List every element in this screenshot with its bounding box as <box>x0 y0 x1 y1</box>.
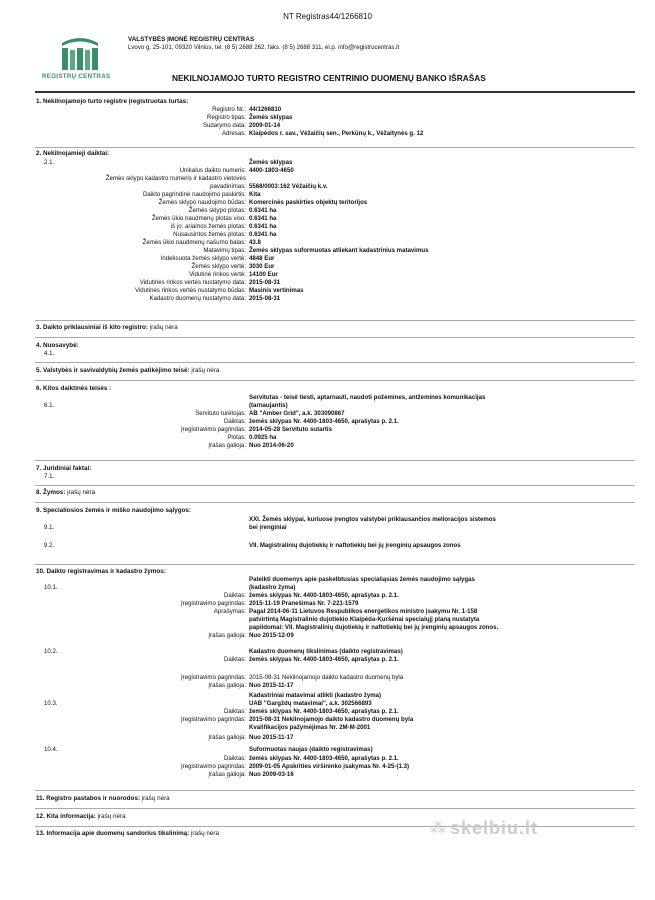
field-label: Įrašas galioja: <box>208 442 246 449</box>
field-label: Plotas: <box>227 434 246 441</box>
document-reference: NT Registras44/1266810 <box>283 12 372 21</box>
field-value: Nuo 2015-11-17 <box>249 734 294 741</box>
field-value-cont: Kvalifikacijos pažymėjimas Nr. 2M-M-2001 <box>249 724 371 731</box>
field-value: Kita <box>249 191 261 198</box>
header-divider <box>35 91 635 93</box>
section-divider <box>35 380 635 381</box>
entry-title: Pateikti duomenys apie paskelbtusias specialiąsias žemės naudojimo sąlygas <box>249 576 475 583</box>
section-divider <box>35 460 635 461</box>
field-label: Įrašas galioja: <box>208 734 246 741</box>
field-value: 2015-11-19 Pranešimas Nr. 7-221-1579 <box>249 600 359 607</box>
condition-text: VII. Magistralinių dujotiekių ir naftotiekių bei jų įrenginių apsaugos zonos <box>249 542 461 549</box>
field-value: Pagal 2014-06-11 Lietuvos Respublikos energetikos ministro įsakymu Nr. 1-158 <box>249 608 478 615</box>
section-divider <box>35 826 635 827</box>
item-number: 10.4. <box>44 746 58 753</box>
section-13-heading: 13. Informacija apie duomenų sandorius tikslinimą: įrašų nėra <box>36 830 220 837</box>
field-value: Masinis vertinimas <box>249 287 304 294</box>
field-label: Unikalus daikto numeris: <box>179 167 246 174</box>
field-value: 0.0925 ha <box>249 434 277 441</box>
field-value: 2015-08-31 <box>249 295 281 302</box>
field-label: Įregistravimo pagrindas: <box>180 763 246 770</box>
field-label: Registro Nr.: <box>212 106 246 113</box>
section-10-heading: 10. Daikto registravimas ir kadastro žymos: <box>36 568 166 575</box>
section-divider <box>35 485 635 486</box>
field-label: Įrašas galioja: <box>208 632 246 639</box>
field-label: Įregistravimo pagrindas: <box>180 426 246 433</box>
field-label: Daiktas: <box>223 592 246 599</box>
entry-title: Suformuotas naujas (daikto registravimas) <box>249 746 373 753</box>
no-records-note: įrašų nėra <box>141 795 170 802</box>
field-label: Įregistravimo pagrindas: <box>180 716 246 723</box>
condition-text-cont: bei įrenginiai <box>249 524 287 531</box>
field-value: Nuo 2015-11-17 <box>249 682 294 689</box>
document-title: NEKILNOJAMOJO TURTO REGISTRO CENTRINIO DUOMENŲ BANKO IŠRAŠAS <box>172 73 486 83</box>
section-2-heading: 2. Nekilnojamieji daiktai: <box>36 150 110 157</box>
no-records-note: įrašų nėra <box>97 813 126 820</box>
item-title: Servitutas - teisė tiesti, aptarnauti, naudoti požemines, antžemines komunikacijas <box>249 394 486 401</box>
section-1-heading: 1. Nekilnojamojo turto registre įregistruotas turtas: <box>36 98 189 105</box>
field-value: 4400-1803-4650 <box>249 167 294 174</box>
field-value: 0.6341 ha <box>249 231 277 238</box>
section-divider <box>35 790 635 791</box>
field-value: žemės sklypas Nr. 4400-1803-4650, aprašytas p. 2.1. <box>249 708 399 715</box>
section-divider <box>35 808 635 809</box>
item-number: 9.1. <box>44 524 55 531</box>
no-records-note: įrašų nėra <box>191 367 220 374</box>
field-label: Sudarymo data: <box>202 122 246 129</box>
field-value: 2014-05-28 Servituto sutartis <box>249 426 332 433</box>
item-number: 7.1. <box>44 473 55 480</box>
section-divider <box>35 362 635 363</box>
field-value: 2009-01-14 <box>249 122 281 129</box>
item-number: 10.2. <box>44 648 58 655</box>
entry-title-cont: UAB "Gargždų matavimai", a.k. 302566893 <box>249 700 372 707</box>
field-label: Registro tipas: <box>207 114 246 121</box>
section-12-heading: 12. Kita informacija: įrašų nėra <box>36 813 126 820</box>
watermark: skelbiu.lt <box>450 818 539 838</box>
field-value: žemės sklypas Nr. 4400-1803-4650, aprašytas p. 2.1. <box>249 755 399 762</box>
entry-title: Kadastro duomenų tikslinimas (daikto registravimas) <box>249 648 403 655</box>
field-value: 2015-08-31 Nekilnojamojo daikto kadastro duomenų byla <box>249 674 404 681</box>
section-divider <box>35 337 635 338</box>
logo-text: REGISTRŲ CENTRAS <box>42 73 111 80</box>
field-label: iš jo: ariamos žemės plotas: <box>170 223 246 230</box>
field-value: 2015-08-31 <box>249 279 281 286</box>
item-number: 4.1. <box>44 350 55 357</box>
item-number: 9.2. <box>44 542 55 549</box>
field-value-cont: patvirtintą Magistralinio dujotiekio Klaipėda-Kuršėnai specialųjį planą nustatyta <box>249 616 480 623</box>
item-number: 6.1. <box>44 402 55 409</box>
section-6-heading: 6. Kitos daiktinės teisės : <box>36 385 112 392</box>
field-label: Adresas: <box>221 130 246 137</box>
field-value: AB "Amber Grid", a.k. 303090867 <box>249 410 345 417</box>
field-value: Komercinės paskirties objektų teritorijos <box>249 199 368 206</box>
field-value: 3030 Eur <box>249 263 275 270</box>
field-value: žemės sklypas Nr. 4400-1803-4650, aprašytas p. 2.1. <box>249 592 399 599</box>
section-7-heading: 7. Juridiniai faktai: <box>36 465 92 472</box>
field-label: Žemės sklypo plotas: <box>188 207 246 214</box>
section-divider <box>35 147 635 148</box>
field-label: Daiktas: <box>223 656 246 663</box>
field-value: žemės sklypas Nr. 4400-1803-4650, aprašytas p. 2.1. <box>249 656 399 663</box>
watermark-logo-icon: ⁂ <box>430 820 446 837</box>
item-number: 2.1. <box>44 159 55 166</box>
field-value: 2009-01-05 Apskrities viršininko įsakymas Nr. 4-25-(1.3) <box>249 763 409 770</box>
field-value: 44/1266810 <box>249 106 282 113</box>
field-label: Daiktas: <box>223 418 246 425</box>
field-label: Įrašas galioja: <box>208 771 246 778</box>
section-divider <box>35 564 635 565</box>
field-value-cont: papildomai: VII. Magistralinių dujotiekių ir naftotiekių bei jų įrenginių apsaugos zonos. <box>249 624 499 631</box>
field-label: pavadinimas: <box>210 183 246 190</box>
field-label: Žemės sklypo kadastro numeris ir kadastro vietovės <box>105 175 246 182</box>
section-divider <box>35 320 635 321</box>
item-title-cont: (tarnaujantis) <box>249 402 288 409</box>
field-value: 14100 Eur <box>249 271 278 278</box>
field-label: Žemės ūkio naudmenų plotas viso: <box>151 215 246 222</box>
item-title: Žemės sklypas <box>249 159 293 166</box>
section-4-heading: 4. Nuosavybė: <box>36 342 79 349</box>
field-label: Vidutinė rinkos vertė: <box>189 271 246 278</box>
field-value: žemės sklypas Nr. 4400-1803-4650, aprašytas p. 2.1. <box>249 418 399 425</box>
condition-text: XXI. Žemės sklypai, kuriuose įrengtos valstybei priklausančios melioracijos sistemos <box>249 516 496 523</box>
field-label: Vidutinės rinkos vertės nustatymo būdas: <box>135 287 246 294</box>
field-value: Nuo 2015-12-09 <box>249 632 294 639</box>
field-label: Kadastro duomenų nustatymo data: <box>149 295 246 302</box>
field-label: Daikto pagrindinė naudojimo paskirtis: <box>143 191 246 198</box>
no-records-note: įrašų nėra <box>67 489 96 496</box>
section-3-heading: 3. Daikto priklausiniai iš kito registro: įrašų nėra <box>36 324 178 331</box>
organization-name: VALSTYBĖS ĮMONĖ REGISTRŲ CENTRAS <box>128 36 255 43</box>
field-value: 43.8 <box>249 239 261 246</box>
field-value: 0.6341 ha <box>249 207 277 214</box>
field-value: Klaipėdos r. sav., Vėžaičių sen., Perkūnų k., Vėžaitynės g. 12 <box>249 130 424 137</box>
section-9-heading: 9. Specialiosios žemės ir miško naudojimo sąlygos: <box>36 507 192 514</box>
entry-title-cont: (kadastro žyma) <box>249 584 296 591</box>
section-5-heading: 5. Valstybės ir savivaldybių žemės patikėjimo teisė: įrašų nėra <box>36 367 220 374</box>
field-value: Nuo 2009-03-16 <box>249 771 294 778</box>
field-label: Matavimų tipas: <box>203 247 246 254</box>
organization-address: Lvovo g. 25-101, 09320 Vilnius, tel. (8 5) 2688 262, faks. (8 5) 2688 311, el.p. info@registrucentras.lt <box>128 44 400 51</box>
field-label: Daiktas: <box>223 708 246 715</box>
field-value: 4848 Eur <box>249 255 275 262</box>
field-value: Nuo 2014-06-20 <box>249 442 294 449</box>
item-number: 10.1. <box>44 584 58 591</box>
field-label: Įrašas galioja: <box>208 682 246 689</box>
field-value: 2015-08-31 Nekilnojamojo daikto kadastro duomenų byla <box>249 716 414 723</box>
field-label: Žemės sklypo vertė: <box>191 263 246 270</box>
field-label: Indeksuota žemės sklypo vertė: <box>160 255 246 262</box>
no-records-note: įrašų nėra <box>149 324 178 331</box>
field-value: 0.6341 ha <box>249 223 277 230</box>
field-label: Servituto turėtojas: <box>195 410 246 417</box>
no-records-note: įrašų nėra <box>191 830 220 837</box>
field-label: Nusausintos žemės plotas: <box>173 231 246 238</box>
field-label: Žemės ūkio naudmenų našumo balas: <box>142 239 246 246</box>
field-label: Daiktas: <box>223 755 246 762</box>
section-8-heading: 8. Žymos: įrašų nėra <box>36 489 96 496</box>
item-number: 10.3. <box>44 700 58 707</box>
section-11-heading: 11. Registro pastabos ir nuorodos: įrašų nėra <box>36 795 170 802</box>
field-label: Vidutinės rinkos vertės nustatymo data: <box>139 279 246 286</box>
field-label: Įregistravimo pagrindas: <box>180 600 246 607</box>
field-label: Įregistravimo pagrindas: <box>180 674 246 681</box>
field-value: Žemės sklypas <box>249 114 293 121</box>
field-value: Žemės sklypas suformuotas atliekant kadastrinius matavimus <box>249 247 429 254</box>
field-label: Žemės sklypo naudojimo būdas: <box>158 199 246 206</box>
field-value: 5568/0003:162 Vėžaičių k.v. <box>249 183 328 190</box>
field-value: 0.6341 ha <box>249 215 277 222</box>
field-label: Aprašymas: <box>213 608 246 615</box>
section-divider <box>35 502 635 503</box>
entry-title: Kadastriniai matavimai atlikti (kadastro žyma) <box>249 692 382 699</box>
